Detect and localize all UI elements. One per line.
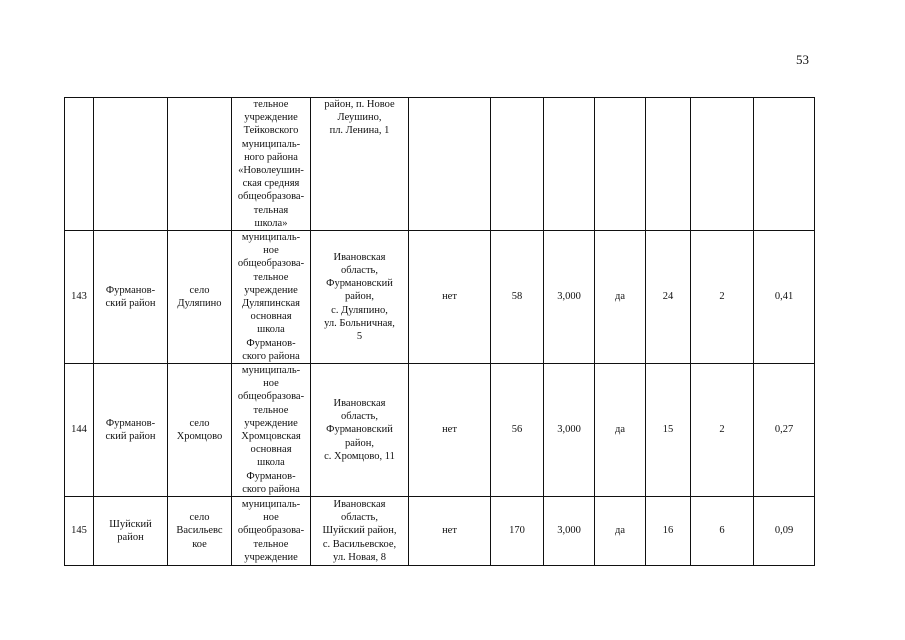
- cell-c7: 56: [491, 364, 544, 497]
- cell-line: школа: [257, 324, 285, 336]
- cell-row-number: 143: [65, 231, 94, 364]
- cell-line: ский район: [105, 298, 156, 310]
- cell-settlement: [168, 98, 232, 231]
- cell-line: школа: [257, 457, 285, 469]
- cell-line: муниципаль-: [241, 499, 301, 511]
- cell-c9: да: [595, 231, 646, 364]
- cell-c11: 6: [691, 497, 754, 566]
- cell-line: Фурмановский: [326, 424, 393, 436]
- page-number: 53: [796, 52, 809, 67]
- cell-address: [311, 364, 409, 497]
- cell-line: Дуляпино: [177, 298, 222, 310]
- cell-line: тельное: [253, 404, 289, 416]
- cell-c7: 58: [491, 231, 544, 364]
- cell-line: ского района: [242, 483, 300, 495]
- cell-line: область,: [341, 411, 378, 423]
- cell-line: с. Дуляпино,: [331, 304, 388, 316]
- cell-line: ного района: [244, 151, 298, 163]
- cell-line: Фурманов-: [105, 284, 156, 296]
- cell-line: пл. Ленина, 1: [329, 125, 390, 137]
- cell-c9: [595, 98, 646, 231]
- cell-line: Тейковского: [243, 125, 299, 137]
- cell-line: муниципаль-: [241, 138, 301, 150]
- cell-line: Ивановская: [333, 251, 386, 263]
- cell-c10: 15: [646, 364, 691, 497]
- cell-row-number: [65, 98, 94, 231]
- cell-district: [94, 231, 168, 364]
- cell-line: село: [189, 284, 210, 296]
- cell-line: Ивановская: [333, 499, 386, 511]
- cell-line: Фурманов-: [105, 417, 156, 429]
- cell-line: общеобразова-: [237, 391, 305, 403]
- cell-c12: 0,09: [754, 497, 815, 566]
- cell-line: 5: [356, 331, 363, 343]
- cell-settlement: [168, 364, 232, 497]
- table-row: [65, 231, 815, 364]
- cell-line: Фурманов-: [246, 337, 296, 349]
- cell-line: общеобразова-: [237, 258, 305, 270]
- cell-c6: [409, 98, 491, 231]
- cell-line: район,: [344, 437, 375, 449]
- cell-address: [311, 497, 409, 566]
- cell-line: ская средняя: [242, 178, 300, 190]
- cell-line: Фурманов-: [246, 470, 296, 482]
- schools-table: [64, 97, 815, 566]
- cell-line: основная: [250, 444, 292, 456]
- cell-line: Шуйский район,: [322, 525, 397, 537]
- cell-line: тельное: [253, 538, 289, 550]
- cell-c6: нет: [409, 497, 491, 566]
- cell-line: Фурмановский: [326, 278, 393, 290]
- cell-line: тельная: [253, 204, 289, 216]
- cell-line: Дуляпинская: [242, 298, 300, 310]
- cell-line: район,: [344, 291, 375, 303]
- cell-line: общеобразова-: [237, 191, 305, 203]
- cell-institution: [232, 497, 311, 566]
- cell-c10: [646, 98, 691, 231]
- cell-c8: [544, 98, 595, 231]
- cell-c6: нет: [409, 231, 491, 364]
- cell-address: [311, 231, 409, 364]
- cell-line: тельное: [253, 99, 289, 110]
- cell-c12: [754, 98, 815, 231]
- cell-line: основная: [250, 311, 292, 323]
- table-body: [65, 98, 815, 566]
- cell-institution: [232, 231, 311, 364]
- cell-line: ский район: [105, 431, 156, 443]
- cell-c8: 3,000: [544, 231, 595, 364]
- cell-c10: 24: [646, 231, 691, 364]
- cell-settlement: [168, 231, 232, 364]
- cell-line: учреждение: [244, 551, 298, 563]
- cell-line: область,: [341, 512, 378, 524]
- cell-c8: 3,000: [544, 497, 595, 566]
- cell-institution: [232, 98, 311, 231]
- table-row: [65, 364, 815, 497]
- cell-line: школа»: [254, 217, 288, 229]
- cell-line: ул. Новая, 8: [333, 551, 386, 563]
- cell-line: Ивановская: [333, 398, 386, 410]
- cell-line: общеобразова-: [237, 525, 305, 537]
- cell-line: ского района: [242, 350, 300, 362]
- cell-c7: [491, 98, 544, 231]
- cell-line: район: [117, 532, 144, 544]
- cell-line: учреждение: [244, 284, 298, 296]
- cell-c7: 170: [491, 497, 544, 566]
- cell-line: Хромцовская: [241, 431, 301, 443]
- table-row: [65, 98, 815, 231]
- cell-line: Шуйский: [109, 518, 152, 530]
- cell-line: муниципаль-: [241, 232, 301, 244]
- cell-line: Хромцово: [176, 431, 223, 443]
- cell-line: тельное: [253, 271, 289, 283]
- cell-line: с. Хромцово, 11: [324, 450, 395, 462]
- cell-c11: 2: [691, 231, 754, 364]
- cell-district: [94, 364, 168, 497]
- cell-line: муниципаль-: [241, 365, 301, 377]
- cell-c8: 3,000: [544, 364, 595, 497]
- cell-c9: да: [595, 497, 646, 566]
- cell-line: с. Васильевское,: [322, 538, 397, 550]
- cell-settlement: [168, 497, 232, 566]
- cell-row-number: 145: [65, 497, 94, 566]
- cell-line: ул. Больничная,: [324, 317, 395, 329]
- cell-c9: да: [595, 364, 646, 497]
- cell-c12: 0,41: [754, 231, 815, 364]
- cell-line: ное: [263, 512, 279, 524]
- cell-row-number: 144: [65, 364, 94, 497]
- cell-c10: 16: [646, 497, 691, 566]
- cell-line: Леушино,: [337, 112, 382, 124]
- cell-line: район, п. Новое: [324, 99, 395, 110]
- cell-c6: нет: [409, 364, 491, 497]
- cell-line: ное: [263, 245, 279, 257]
- cell-line: село: [189, 512, 210, 524]
- cell-c12: 0,27: [754, 364, 815, 497]
- cell-address: [311, 98, 409, 231]
- cell-line: ное: [263, 378, 279, 390]
- cell-line: село: [189, 417, 210, 429]
- cell-line: «Новолеушин-: [238, 165, 304, 177]
- cell-line: учреждение: [244, 112, 298, 124]
- cell-district: [94, 98, 168, 231]
- cell-c11: 2: [691, 364, 754, 497]
- cell-line: область,: [341, 265, 378, 277]
- cell-line: кое: [192, 538, 207, 550]
- cell-line: Васильевс: [176, 525, 223, 537]
- cell-district: [94, 497, 168, 566]
- cell-c11: [691, 98, 754, 231]
- cell-institution: [232, 364, 311, 497]
- cell-line: учреждение: [244, 417, 298, 429]
- table-row: [65, 497, 815, 566]
